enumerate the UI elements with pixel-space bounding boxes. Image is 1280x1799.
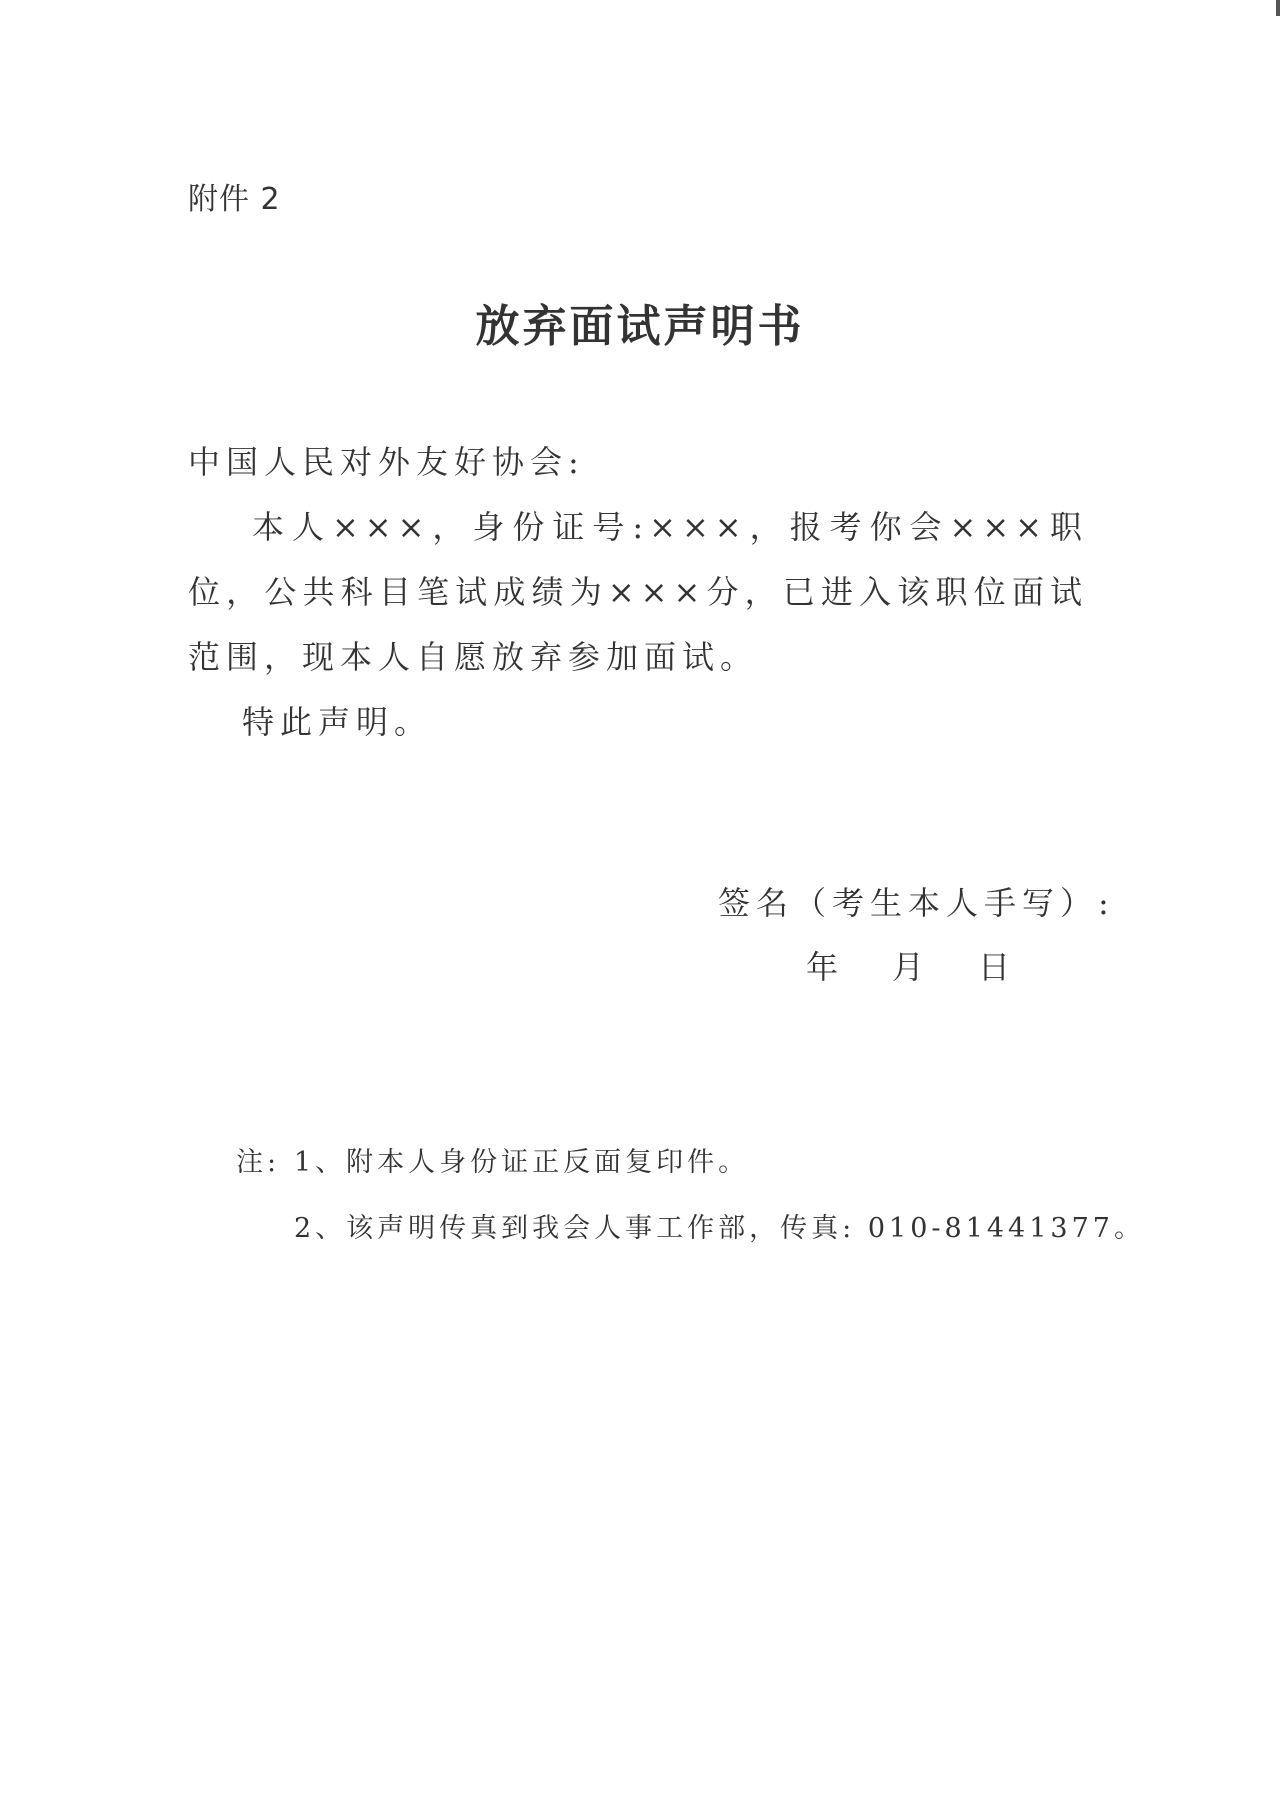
note-item-text: 1、附本人身份证正反面复印件。	[294, 1147, 750, 1178]
signature-label: 签名（考生本人手写）:	[718, 884, 1115, 922]
attachment-label: 附件 2	[188, 182, 281, 217]
document-title: 放弃面试声明书	[475, 301, 805, 352]
notes-section	[236, 1140, 1145, 1272]
body-paragraph: 本人×××，身份证号:×××，报考你会×××职位，公共科目笔试成绩为×××分，已进入该职位面试范围，现本人自愿放弃参加面试。	[188, 508, 1088, 676]
scan-corner-mark	[1276, 0, 1280, 16]
date-month-label: 月	[892, 948, 925, 986]
salutation: 中国人民对外友好协会:	[188, 443, 585, 481]
document-body	[188, 430, 1088, 755]
date-day-label: 日	[978, 948, 1011, 986]
notes-prefix: 注:	[236, 1147, 281, 1178]
closing-statement: 特此声明。	[242, 703, 433, 741]
note-item	[236, 1206, 1145, 1272]
note-item-text: 2、该声明传真到我会人事工作部，传真: 010-81441377。	[294, 1213, 1145, 1244]
note-item	[236, 1140, 1145, 1206]
date-year-label: 年	[806, 948, 839, 986]
date-line	[806, 942, 1010, 988]
